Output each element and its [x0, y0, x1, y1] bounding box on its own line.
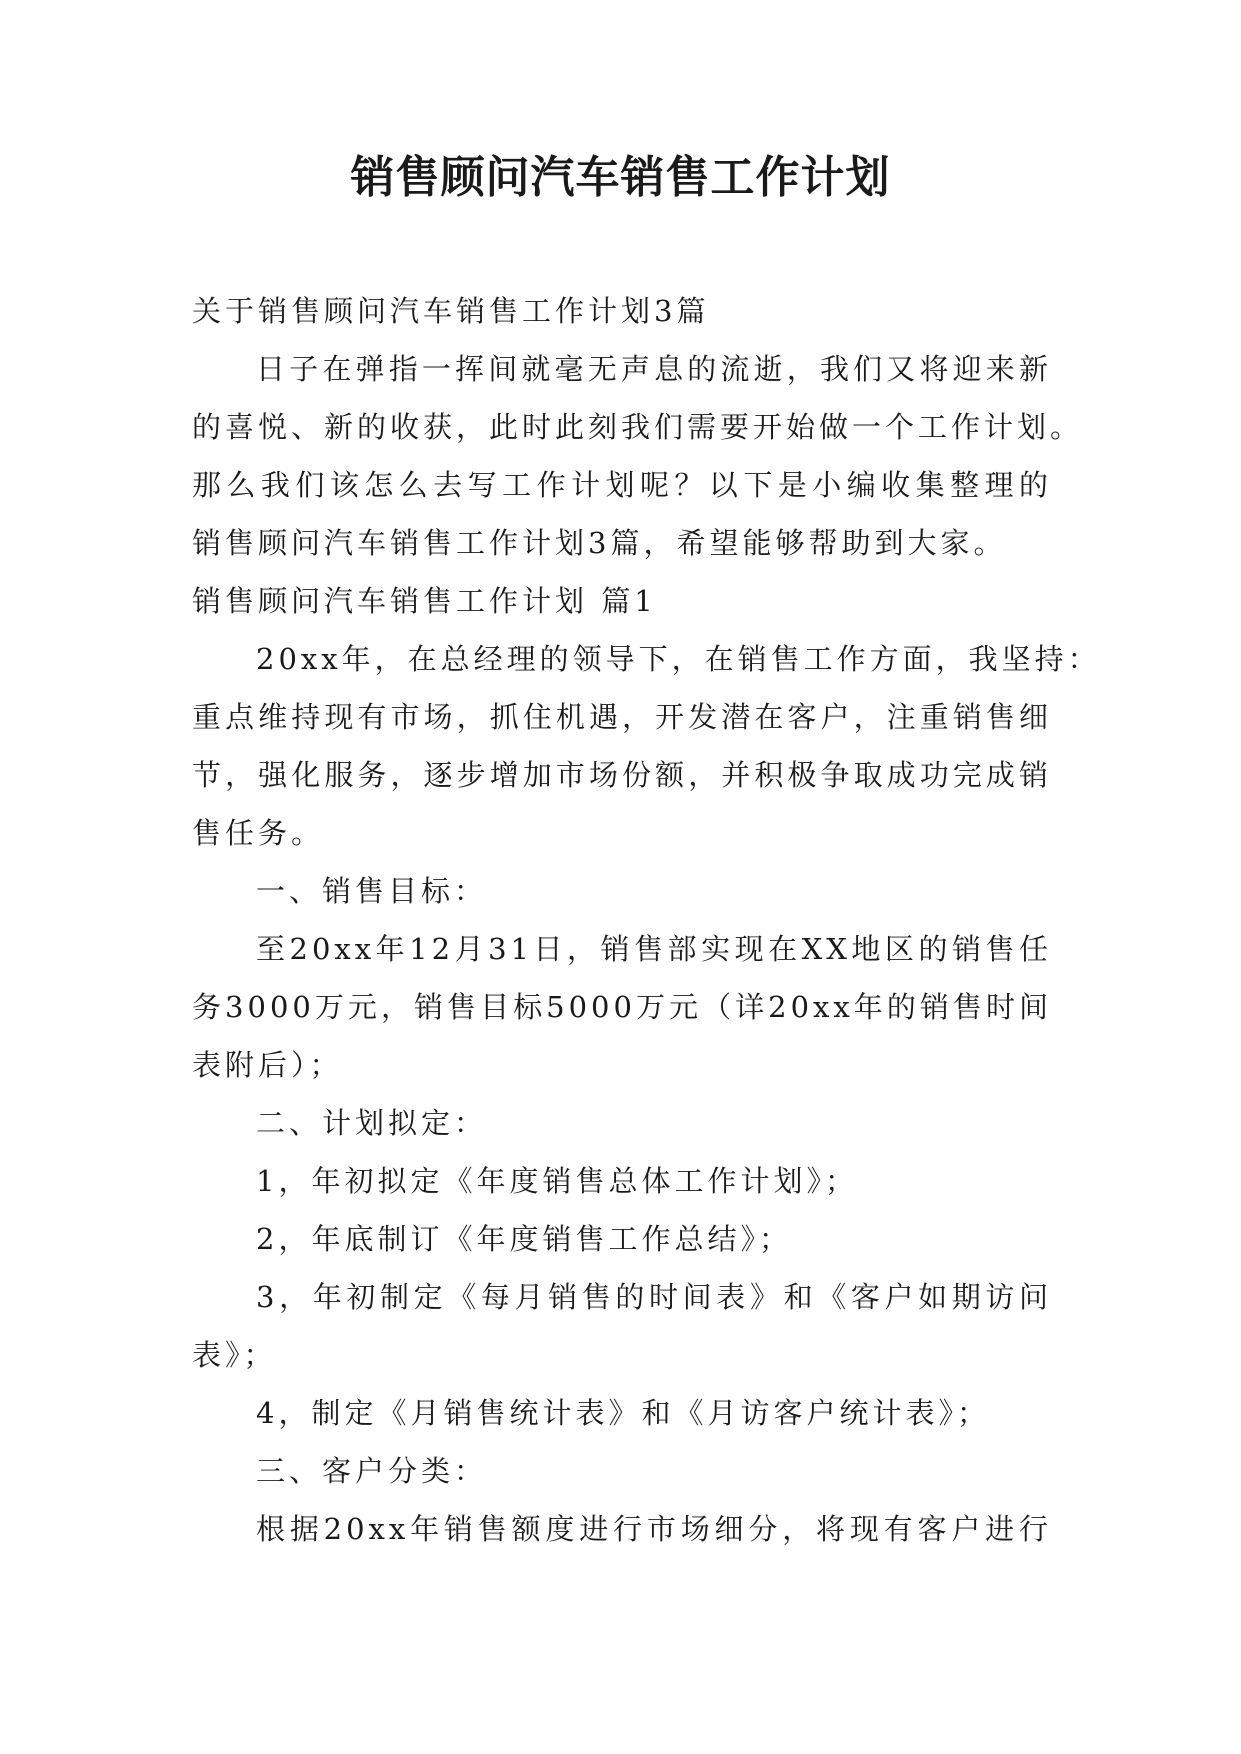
- paragraph-line: 售任务。: [192, 816, 325, 850]
- paragraph-line: 20xx年，在总经理的领导下，在销售工作方面，我坚持：: [256, 642, 1101, 676]
- document-title: 销售顾问汽车销售工作计划: [350, 152, 891, 203]
- paragraph-line: 重点维持现有市场，抓住机遇，开发潜在客户，注重销售细: [192, 700, 1052, 734]
- list-item: 3，年初制定《每月销售的时间表》和《客户如期访问: [256, 1280, 1052, 1314]
- paragraph-line: 务3000万元，销售目标5000万元（详20xx年的销售时间: [192, 990, 1052, 1024]
- subsection-heading: 一、销售目标：: [256, 874, 488, 908]
- section-heading: 销售顾问汽车销售工作计划 篇1: [192, 584, 657, 618]
- paragraph-line: 根据20xx年销售额度进行市场细分，将现有客户进行: [256, 1512, 1052, 1546]
- subtitle-line: 关于销售顾问汽车销售工作计划3篇: [192, 294, 710, 328]
- paragraph-line: 的喜悦、新的收获，此时此刻我们需要开始做一个工作计划。: [192, 410, 1084, 444]
- list-item: 1，年初拟定《年度销售总体工作计划》；: [256, 1164, 858, 1198]
- subsection-heading: 二、计划拟定：: [256, 1106, 488, 1140]
- list-item: 2，年底制订《年度销售工作总结》；: [256, 1222, 792, 1256]
- list-item: 4，制定《月销售统计表》和《月访客户统计表》；: [256, 1396, 990, 1430]
- paragraph-line: 至20xx年12月31日，销售部实现在XX地区的销售任: [256, 932, 1052, 966]
- list-item-continuation: 表》；: [192, 1338, 277, 1372]
- paragraph-line: 销售顾问汽车销售工作计划3篇，希望能够帮助到大家。: [192, 526, 1007, 560]
- subsection-heading: 三、客户分类：: [256, 1454, 488, 1488]
- document-body: [192, 282, 1101, 1558]
- paragraph-line: 表附后）；: [192, 1048, 343, 1082]
- paragraph-line: 日子在弹指一挥间就毫无声息的流逝，我们又将迎来新: [256, 352, 1052, 386]
- paragraph-line: 节，强化服务，逐步增加市场份额，并积极争取成功完成销: [192, 758, 1052, 792]
- paragraph-line: 那么我们该怎么去写工作计划呢？以下是小编收集整理的: [192, 468, 1052, 502]
